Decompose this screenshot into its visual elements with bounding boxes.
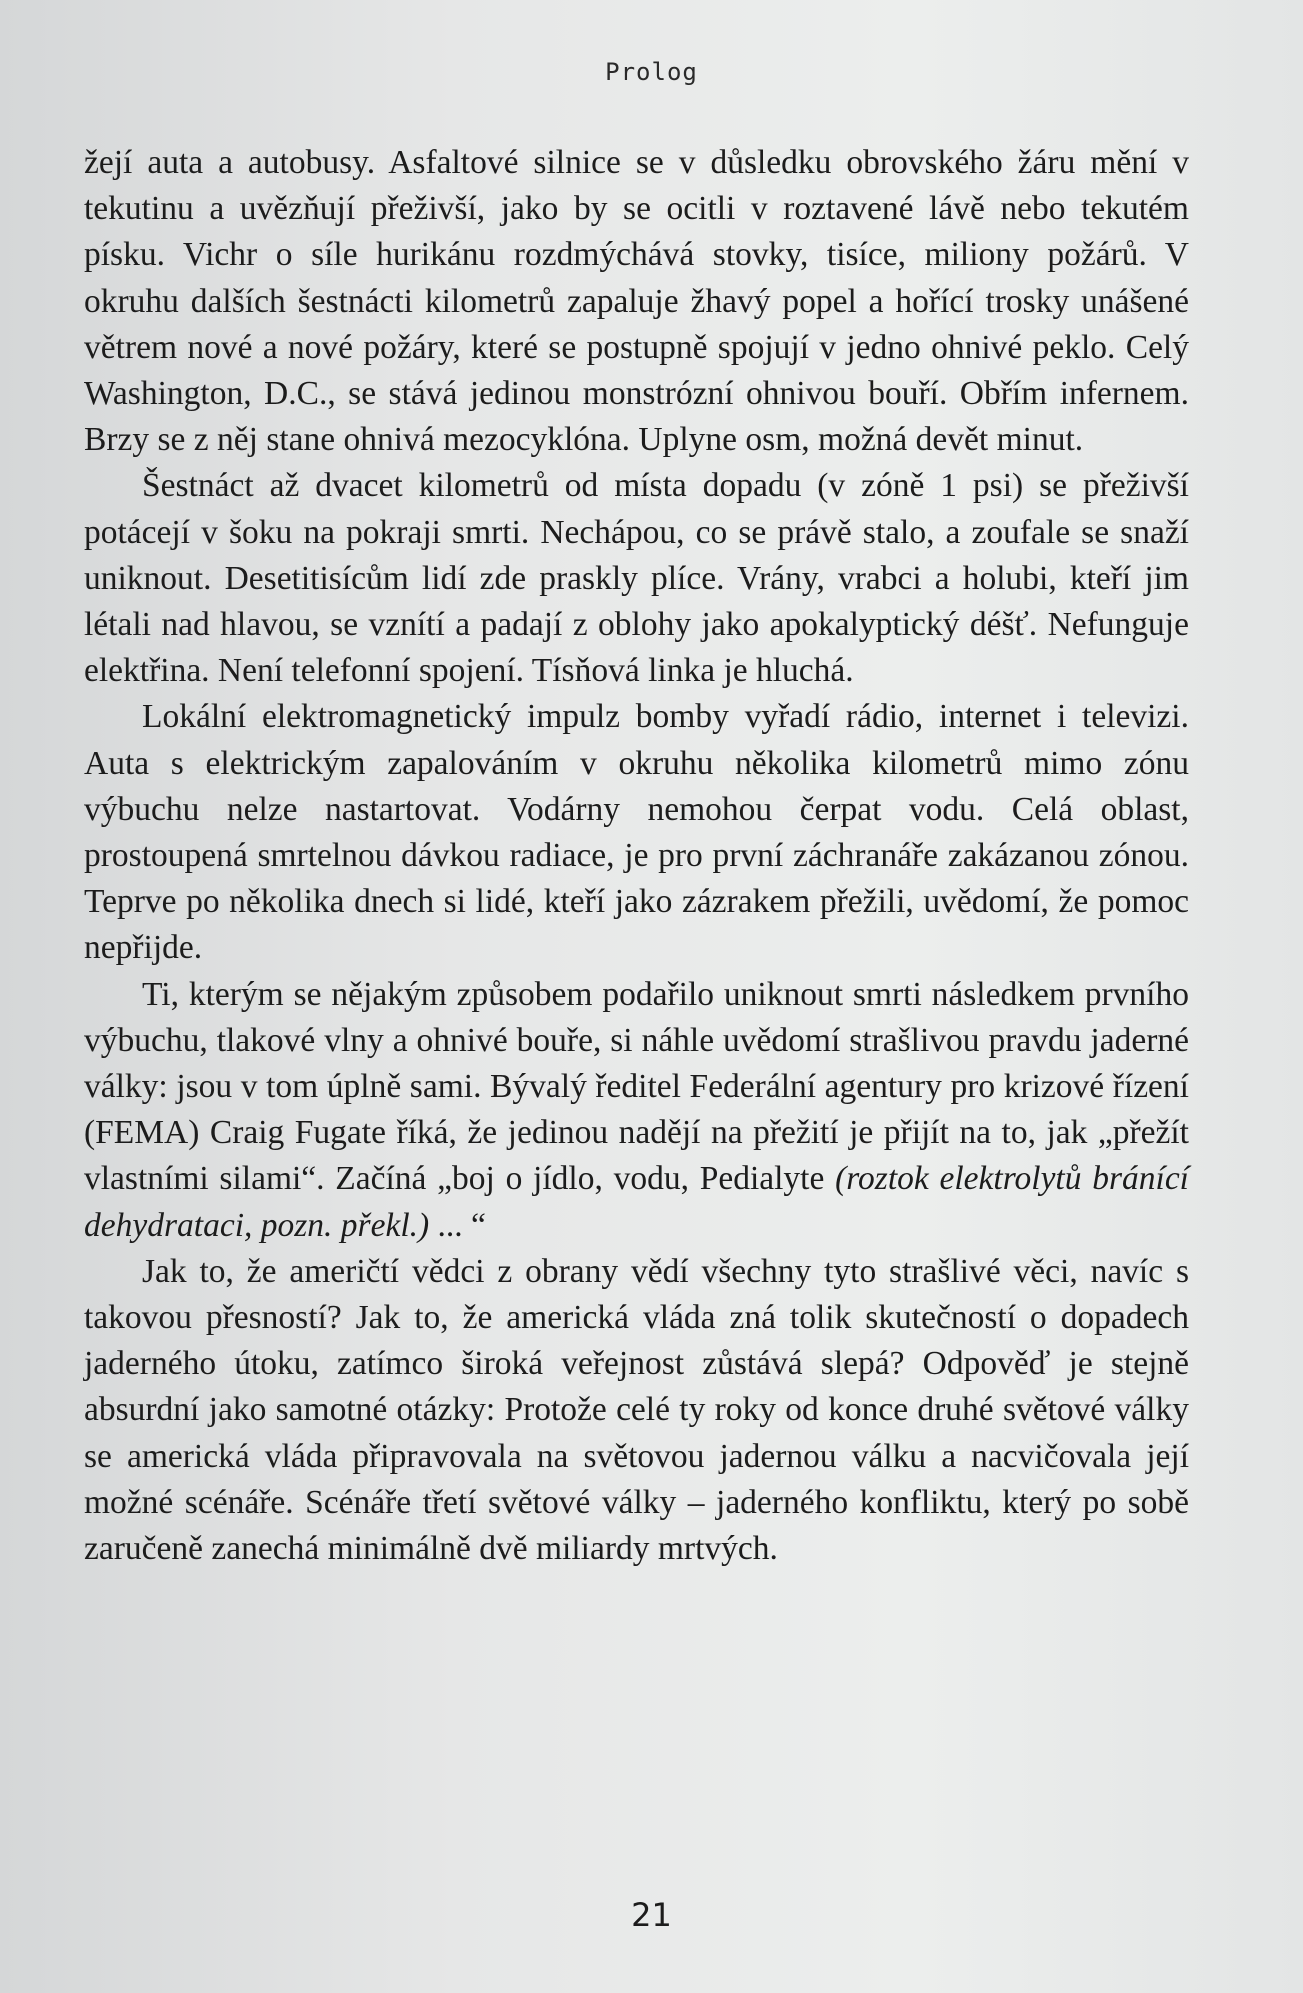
paragraph-4-text: Ti, kterým se nějakým způsobem podařilo uniknout smrti následkem prvního výbuchu, tlakové vlny a ohnivé bouře, si náhle uvědomí strašlivou pravdu jaderné války: jsou v tom úplně sami. Bývalý ředitel Federální agentury pro krizové řízení (FEMA) Craig Fugate říká, že jedinou nadějí na přežití je přijít na to, jak „přežít vlastními silami“. Začíná „boj o jídlo, vodu, Pedialyte [84, 975, 1189, 1198]
body-text [84, 140, 1189, 1572]
paragraph-4-tail: ... “ [429, 1206, 486, 1244]
paragraph-3: Lokální elektromagnetický impulz bomby vyřadí rádio, internet i televizi. Auta s elektrickým zapalováním v okruhu několika kilometrů mimo zónu výbuchu nelze nastartovat. Vodárny nemohou čerpat vodu. Celá oblast, prostoupená smrtelnou dávkou radiace, je pro první záchranáře zakázanou zónou. Teprve po několika dnech si lidé, kteří jako zázrakem přežili, uvědomí, že pomoc nepřijde. [84, 698, 1189, 967]
paragraph-5: Jak to, že američtí vědci z obrany vědí všechny tyto strašlivé věci, navíc s takovou přesností? Jak to, že americká vláda zná tolik skutečností o dopadech jaderného útoku, zatímco široká veřejnost zůstává slepá? Odpověď je stejně absurdní jako samotné otázky: Protože celé ty roky od konce druhé světové války se americká vláda připravovala na světovou jadernou válku a nacvičovala její možné scénáře. Scénáře třetí světové války – jaderného konfliktu, který po sobě zaručeně zanechá minimálně dvě miliardy mrtvých. [84, 1252, 1189, 1568]
translator-note: (roztok elektrolytů bránící dehydrataci, pozn. překl.) [84, 1160, 1189, 1244]
paragraph-4 [84, 972, 1189, 1249]
page-number: 21 [631, 1896, 672, 1934]
running-head: Prolog [605, 58, 698, 86]
paragraph-1: žejí auta a autobusy. Asfaltové silnice se v důsledku obrovského žáru mění v tekutinu a uvězňují přeživší, jako by se ocitli v roztavené lávě nebo tekutém písku. Vichr o síle hurikánu rozdmýchává stovky, tisíce, miliony požárů. V okruhu dalších šestnácti kilometrů zapaluje žhavý popel a hořící trosky unášené větrem nové a nové požáry, které se postupně spojují v jedno ohnivé peklo. Celý Washington, D.C., se stává jedinou monstrózní ohnivou bouří. Obřím infernem. Brzy se z něj stane ohnivá mezocyklóna. Uplyne osm, možná devět minut. [84, 144, 1189, 459]
paragraph-2: Šestnáct až dvacet kilometrů od místa dopadu (v zóně 1 psi) se přeživší potácejí v šoku na pokraji smrti. Nechápou, co se právě stalo, a zoufale se snaží uniknout. Desetitisícům lidí zde praskly plíce. Vrány, vrabci a holubi, kteří jim létali nad hlavou, se vznítí a padají z oblohy jako apokalyptický déšť. Nefunguje elektřina. Není telefonní spojení. Tísňová linka je hluchá. [84, 467, 1189, 690]
